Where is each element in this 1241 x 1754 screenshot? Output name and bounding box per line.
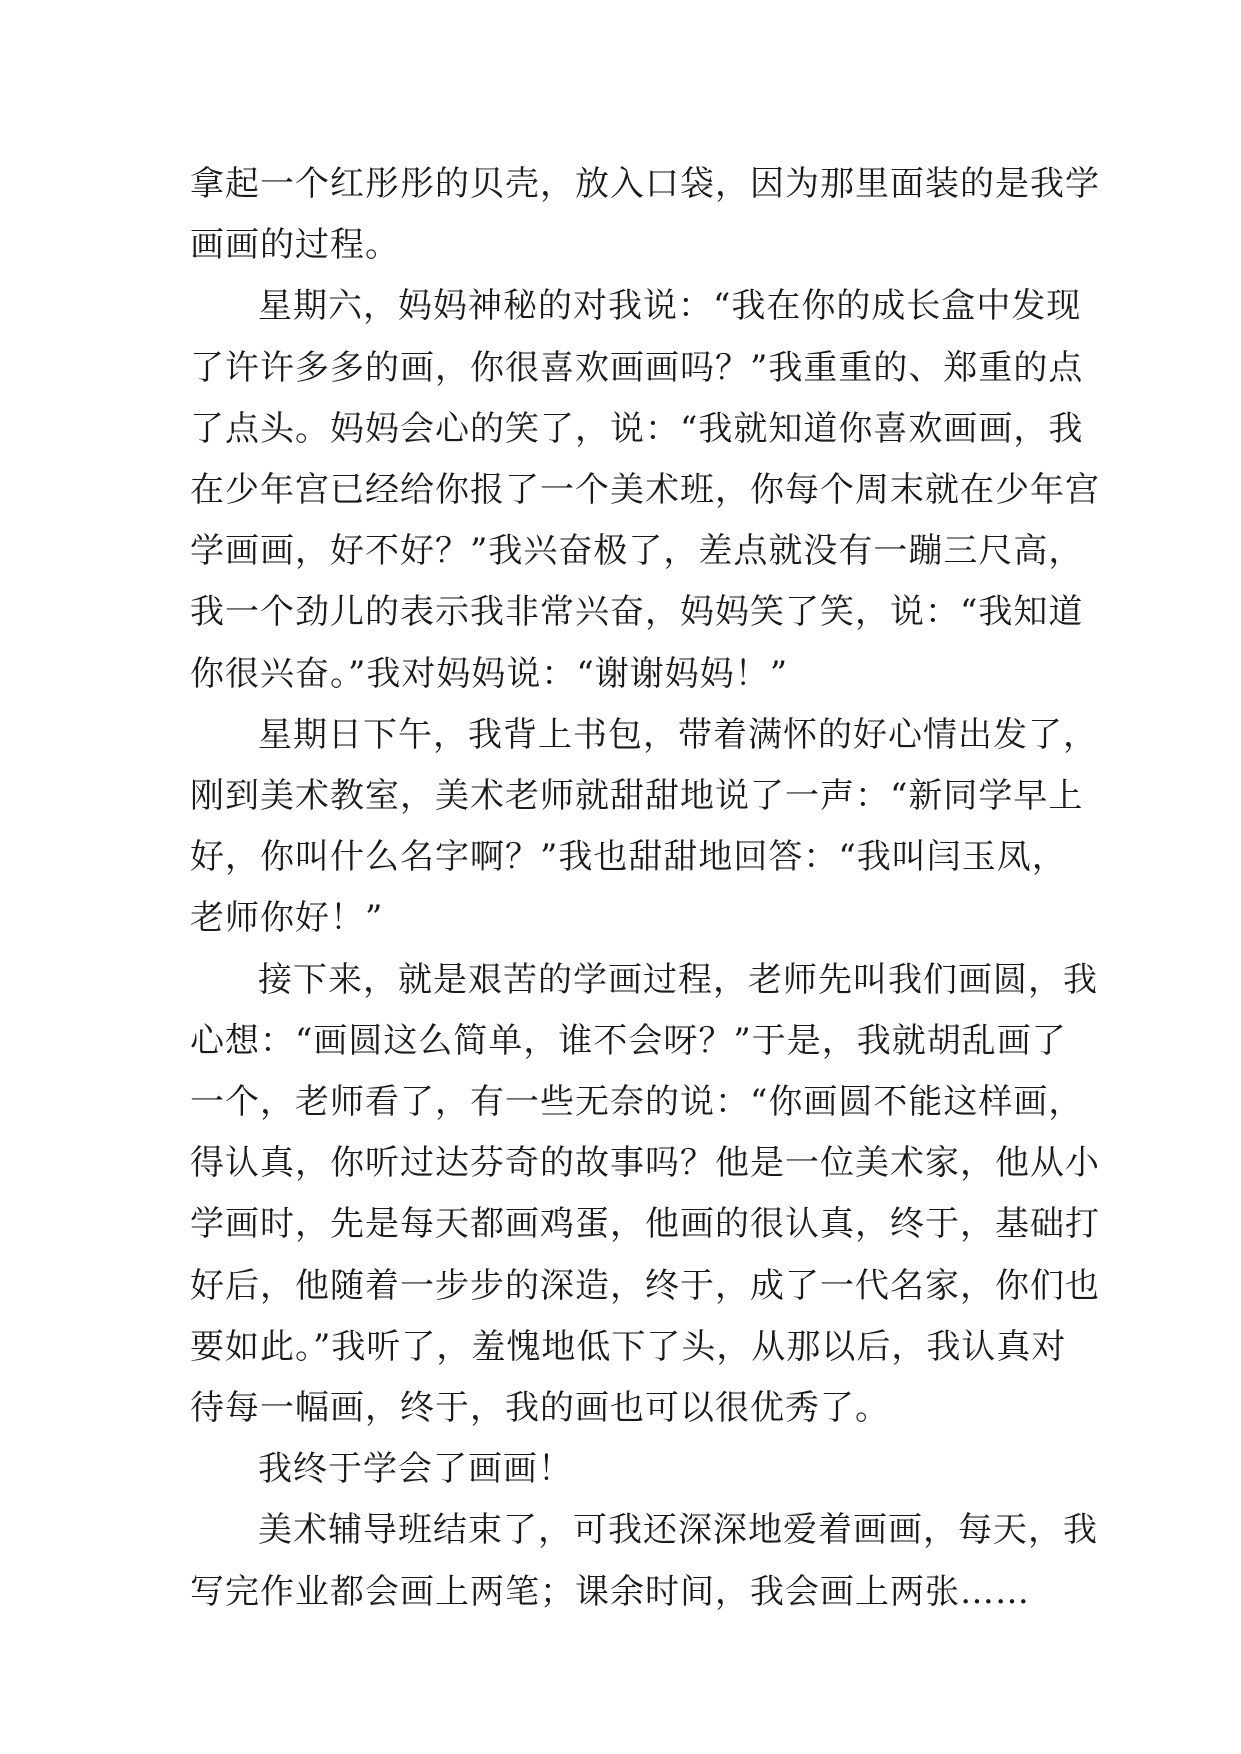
text-line: 我一个劲儿的表示我非常兴奋，妈妈笑了笑，说：“我知道 <box>190 592 1084 633</box>
text-line: 拿起一个红彤彤的贝壳，放入口袋，因为那里面装的是我学 <box>190 164 1100 204</box>
text-line: 你很兴奋。”我对妈妈说：“谢谢妈妈！” <box>190 653 789 694</box>
text-line: 老师你好！” <box>190 898 384 939</box>
text-line: 了许许多多的画，你很喜欢画画吗？”我重重的、郑重的点 <box>190 347 1084 388</box>
text-line: 画画的过程。 <box>190 225 400 266</box>
paragraph-1 <box>190 154 1100 276</box>
text-line: 好，你叫什么名字啊？”我也甜甜地回答：“我叫闫玉凤， <box>190 837 1067 878</box>
text-line: 了点头。妈妈会心的笑了，说：“我就知道你喜欢画画，我 <box>190 408 1084 449</box>
text-line: 学画时，先是每天都画鸡蛋，他画的很认真，终于，基础打 <box>190 1204 1100 1245</box>
text-line: 接下来，就是艰苦的学画过程，老师先叫我们画圆，我 <box>258 959 1098 1000</box>
paragraph-4 <box>190 950 1100 1440</box>
text-line: 学画画，好不好？”我兴奋极了，差点就没有一蹦三尺高， <box>190 531 1084 572</box>
paragraph-2 <box>190 276 1100 704</box>
text-line: 我终于学会了画画！ <box>258 1449 573 1490</box>
paragraph-5 <box>190 1439 1070 1500</box>
text-line: 星期日下午，我背上书包，带着满怀的好心情出发了， <box>258 714 1098 755</box>
text-line: 一个，老师看了，有一些无奈的说：“你画圆不能这样画， <box>190 1082 1084 1123</box>
text-line: 刚到美术教室，美术老师就甜甜地说了一声：“新同学早上 <box>190 776 1084 817</box>
paragraph-6 <box>190 1500 1098 1622</box>
text-line: 要如此。”我听了，羞愧地低下了头，从那以后，我认真对 <box>190 1326 1067 1367</box>
paragraph-3 <box>190 705 1098 950</box>
text-line: 星期六，妈妈神秘的对我说：“我在你的成长盒中发现 <box>258 286 1082 327</box>
text-line: 在少年宫已经给你报了一个美术班，你每个周末就在少年宫 <box>190 470 1100 511</box>
text-line: 好后，他随着一步步的深造，终于，成了一代名家，你们也 <box>190 1265 1100 1306</box>
text-line: 写完作业都会画上两笔；课余时间，我会画上两张…… <box>190 1571 1030 1612</box>
text-line: 得认真，你听过达芬奇的故事吗？他是一位美术家，他从小 <box>190 1143 1100 1184</box>
text-line: 待每一幅画，终于，我的画也可以很优秀了。 <box>190 1388 890 1429</box>
document-body <box>190 154 1100 1623</box>
text-line: 心想：“画圆这么简单，谁不会呀？”于是，我就胡乱画了 <box>190 1020 1067 1061</box>
text-line: 美术辅导班结束了，可我还深深地爱着画画，每天，我 <box>258 1510 1098 1551</box>
